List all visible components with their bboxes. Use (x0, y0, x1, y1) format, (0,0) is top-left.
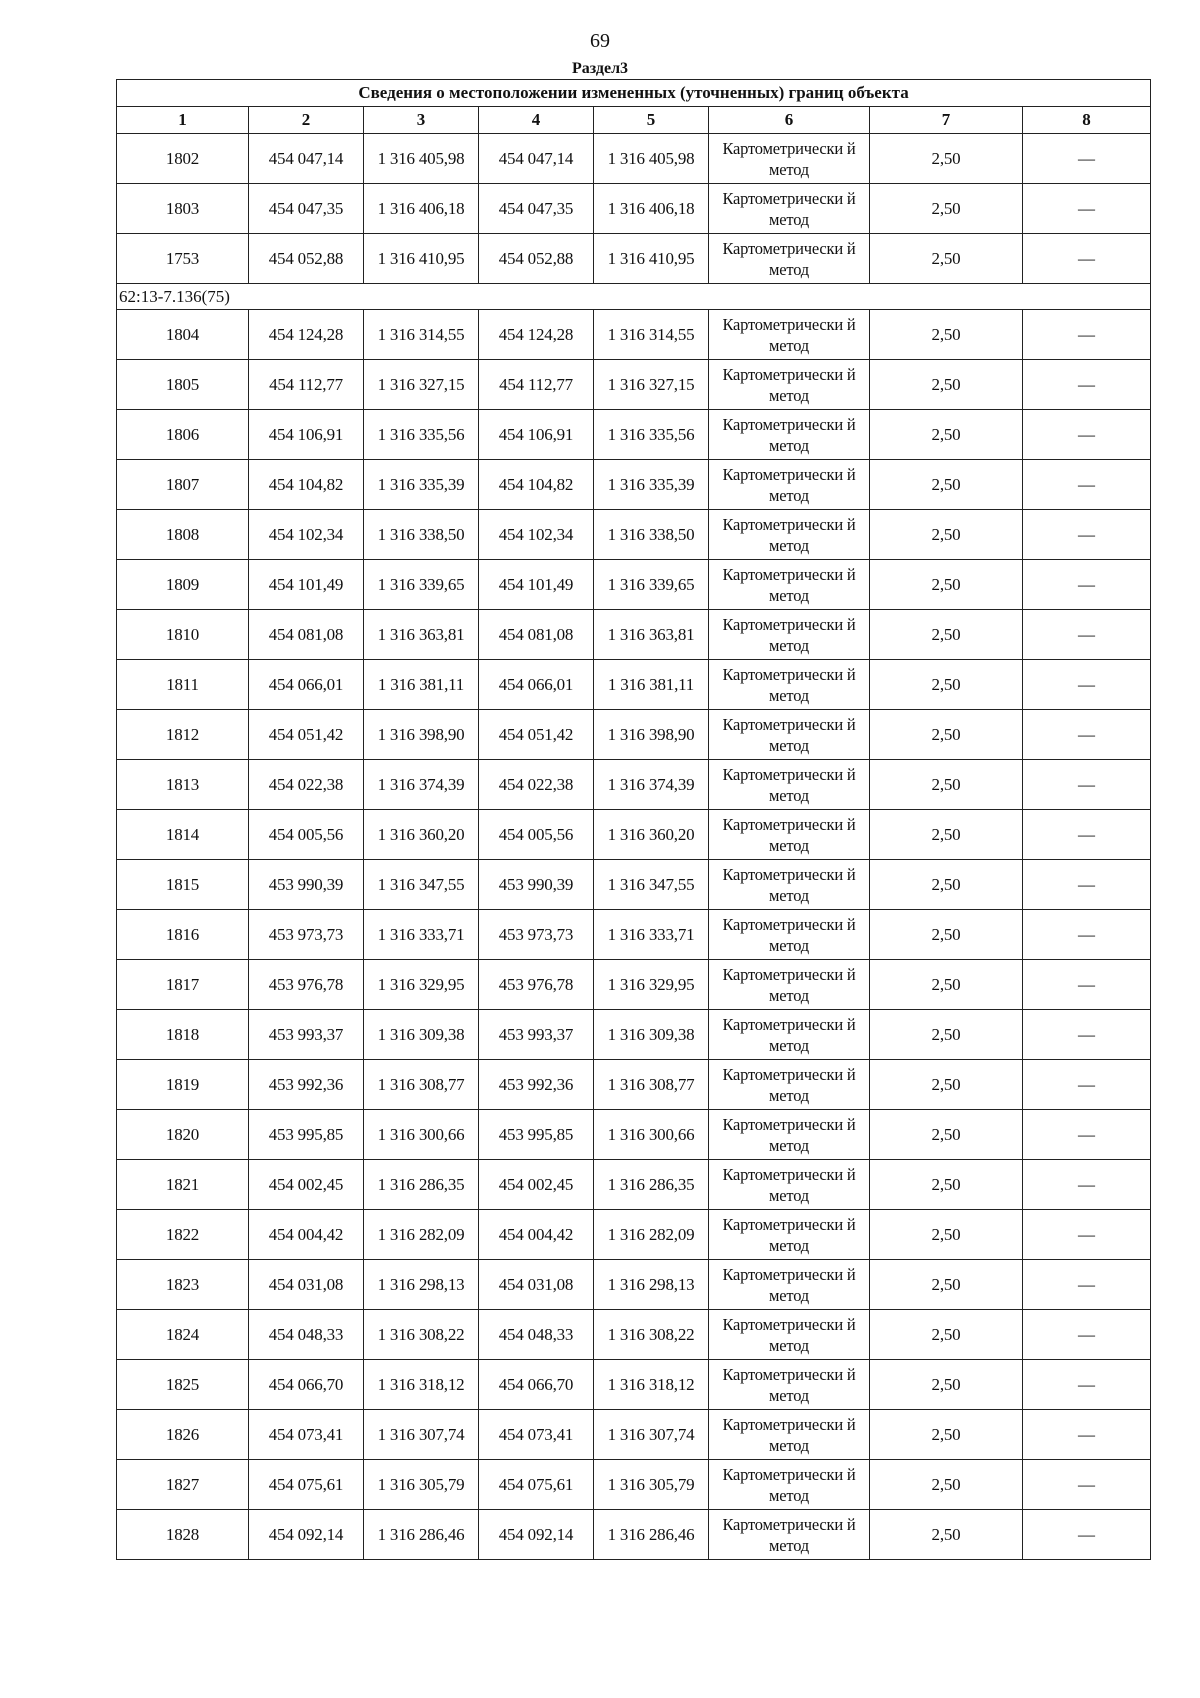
column-number: 7 (870, 107, 1023, 134)
point-number-cell: 1819 (117, 1060, 249, 1110)
table-row (117, 1310, 1151, 1360)
y-existing-cell: 1 316 363,81 (364, 610, 479, 660)
x-existing-cell: 453 995,85 (249, 1110, 364, 1160)
x-new-cell: 454 022,38 (479, 760, 594, 810)
accuracy-cell: 2,50 (870, 1310, 1023, 1360)
accuracy-cell: 2,50 (870, 1210, 1023, 1260)
method-cell: Картометрически й метод (709, 184, 870, 234)
y-existing-cell: 1 316 300,66 (364, 1110, 479, 1160)
accuracy-cell: 2,50 (870, 460, 1023, 510)
table-row (117, 510, 1151, 560)
y-existing-cell: 1 316 347,55 (364, 860, 479, 910)
x-existing-cell: 454 048,33 (249, 1310, 364, 1360)
point-number-cell: 1815 (117, 860, 249, 910)
accuracy-cell: 2,50 (870, 560, 1023, 610)
description-cell: — (1023, 134, 1151, 184)
point-number-cell: 1823 (117, 1260, 249, 1310)
x-new-cell: 454 073,41 (479, 1410, 594, 1460)
x-existing-cell: 454 112,77 (249, 360, 364, 410)
y-new-cell: 1 316 363,81 (594, 610, 709, 660)
description-cell: — (1023, 710, 1151, 760)
x-existing-cell: 454 047,35 (249, 184, 364, 234)
y-new-cell: 1 316 360,20 (594, 810, 709, 860)
method-cell: Картометрически й метод (709, 1260, 870, 1310)
y-new-cell: 1 316 282,09 (594, 1210, 709, 1260)
description-cell: — (1023, 1360, 1151, 1410)
method-cell: Картометрически й метод (709, 310, 870, 360)
table-row (117, 760, 1151, 810)
y-new-cell: 1 316 405,98 (594, 134, 709, 184)
y-existing-cell: 1 316 381,11 (364, 660, 479, 710)
y-new-cell: 1 316 286,46 (594, 1510, 709, 1560)
method-cell: Картометрически й метод (709, 810, 870, 860)
x-existing-cell: 454 081,08 (249, 610, 364, 660)
method-cell: Картометрически й метод (709, 1210, 870, 1260)
x-new-cell: 453 976,78 (479, 960, 594, 1010)
x-new-cell: 454 005,56 (479, 810, 594, 860)
y-new-cell: 1 316 318,12 (594, 1360, 709, 1410)
accuracy-cell: 2,50 (870, 410, 1023, 460)
description-cell: — (1023, 360, 1151, 410)
y-new-cell: 1 316 327,15 (594, 360, 709, 410)
x-existing-cell: 454 124,28 (249, 310, 364, 360)
table-row (117, 1410, 1151, 1460)
description-cell: — (1023, 510, 1151, 560)
x-existing-cell: 454 004,42 (249, 1210, 364, 1260)
accuracy-cell: 2,50 (870, 1410, 1023, 1460)
point-number-cell: 1802 (117, 134, 249, 184)
y-new-cell: 1 316 308,77 (594, 1060, 709, 1110)
y-existing-cell: 1 316 333,71 (364, 910, 479, 960)
y-existing-cell: 1 316 307,74 (364, 1410, 479, 1460)
x-new-cell: 454 106,91 (479, 410, 594, 460)
description-cell: — (1023, 860, 1151, 910)
point-number-cell: 1821 (117, 1160, 249, 1210)
method-cell: Картометрически й метод (709, 760, 870, 810)
description-cell: — (1023, 184, 1151, 234)
table-row (117, 310, 1151, 360)
y-existing-cell: 1 316 335,56 (364, 410, 479, 460)
accuracy-cell: 2,50 (870, 310, 1023, 360)
column-number: 5 (594, 107, 709, 134)
method-cell: Картометрически й метод (709, 134, 870, 184)
x-existing-cell: 454 047,14 (249, 134, 364, 184)
x-existing-cell: 454 002,45 (249, 1160, 364, 1210)
x-existing-cell: 454 104,82 (249, 460, 364, 510)
accuracy-cell: 2,50 (870, 1060, 1023, 1110)
accuracy-cell: 2,50 (870, 610, 1023, 660)
method-cell: Картометрически й метод (709, 234, 870, 284)
method-cell: Картометрически й метод (709, 610, 870, 660)
accuracy-cell: 2,50 (870, 1460, 1023, 1510)
point-number-cell: 1816 (117, 910, 249, 960)
x-new-cell: 454 075,61 (479, 1460, 594, 1510)
description-cell: — (1023, 234, 1151, 284)
y-existing-cell: 1 316 318,12 (364, 1360, 479, 1410)
y-existing-cell: 1 316 335,39 (364, 460, 479, 510)
y-existing-cell: 1 316 329,95 (364, 960, 479, 1010)
x-existing-cell: 454 031,08 (249, 1260, 364, 1310)
table-row (117, 710, 1151, 760)
point-number-cell: 1824 (117, 1310, 249, 1360)
y-new-cell: 1 316 333,71 (594, 910, 709, 960)
x-new-cell: 454 048,33 (479, 1310, 594, 1360)
point-number-cell: 1812 (117, 710, 249, 760)
table-caption-row (117, 80, 1151, 107)
accuracy-cell: 2,50 (870, 360, 1023, 410)
method-cell: Картометрически й метод (709, 1510, 870, 1560)
y-existing-cell: 1 316 406,18 (364, 184, 479, 234)
point-number-cell: 1814 (117, 810, 249, 860)
accuracy-cell: 2,50 (870, 860, 1023, 910)
method-cell: Картометрически й метод (709, 710, 870, 760)
method-cell: Картометрически й метод (709, 1010, 870, 1060)
y-new-cell: 1 316 335,56 (594, 410, 709, 460)
x-new-cell: 453 995,85 (479, 1110, 594, 1160)
group-row (117, 284, 1151, 310)
table-row (117, 360, 1151, 410)
method-cell: Картометрически й метод (709, 1360, 870, 1410)
table-caption: Сведения о местоположении измененных (уточненных) границ объекта (117, 80, 1151, 107)
y-new-cell: 1 316 374,39 (594, 760, 709, 810)
page-number: 69 (590, 30, 610, 52)
method-cell: Картометрически й метод (709, 410, 870, 460)
point-number-cell: 1753 (117, 234, 249, 284)
method-cell: Картометрически й метод (709, 910, 870, 960)
y-new-cell: 1 316 308,22 (594, 1310, 709, 1360)
method-cell: Картометрически й метод (709, 860, 870, 910)
description-cell: — (1023, 910, 1151, 960)
x-existing-cell: 454 106,91 (249, 410, 364, 460)
section-title: Раздел3 (571, 60, 629, 77)
description-cell: — (1023, 1410, 1151, 1460)
table-row (117, 1010, 1151, 1060)
column-number: 3 (364, 107, 479, 134)
x-new-cell: 454 047,35 (479, 184, 594, 234)
y-new-cell: 1 316 329,95 (594, 960, 709, 1010)
table-row (117, 1260, 1151, 1310)
x-existing-cell: 454 102,34 (249, 510, 364, 560)
accuracy-cell: 2,50 (870, 910, 1023, 960)
column-number: 6 (709, 107, 870, 134)
table-row (117, 660, 1151, 710)
x-existing-cell: 454 052,88 (249, 234, 364, 284)
x-new-cell: 454 092,14 (479, 1510, 594, 1560)
point-number-cell: 1810 (117, 610, 249, 660)
point-number-cell: 1807 (117, 460, 249, 510)
column-number: 8 (1023, 107, 1151, 134)
accuracy-cell: 2,50 (870, 1010, 1023, 1060)
point-number-cell: 1828 (117, 1510, 249, 1560)
description-cell: — (1023, 610, 1151, 660)
method-cell: Картометрически й метод (709, 1410, 870, 1460)
x-existing-cell: 454 073,41 (249, 1410, 364, 1460)
y-new-cell: 1 316 307,74 (594, 1410, 709, 1460)
table-row (117, 1110, 1151, 1160)
point-number-cell: 1809 (117, 560, 249, 610)
description-cell: — (1023, 1060, 1151, 1110)
table-row (117, 610, 1151, 660)
x-new-cell: 454 031,08 (479, 1260, 594, 1310)
x-new-cell: 454 081,08 (479, 610, 594, 660)
description-cell: — (1023, 310, 1151, 360)
table-row (117, 1160, 1151, 1210)
point-number-cell: 1811 (117, 660, 249, 710)
point-number-cell: 1804 (117, 310, 249, 360)
method-cell: Картометрически й метод (709, 1110, 870, 1160)
description-cell: — (1023, 1510, 1151, 1560)
y-new-cell: 1 316 309,38 (594, 1010, 709, 1060)
method-cell: Картометрически й метод (709, 560, 870, 610)
accuracy-cell: 2,50 (870, 1260, 1023, 1310)
y-existing-cell: 1 316 286,46 (364, 1510, 479, 1560)
x-new-cell: 454 047,14 (479, 134, 594, 184)
x-existing-cell: 454 022,38 (249, 760, 364, 810)
x-existing-cell: 453 973,73 (249, 910, 364, 960)
x-existing-cell: 453 990,39 (249, 860, 364, 910)
method-cell: Картометрически й метод (709, 960, 870, 1010)
table-row (117, 134, 1151, 184)
table-row (117, 910, 1151, 960)
accuracy-cell: 2,50 (870, 810, 1023, 860)
y-new-cell: 1 316 335,39 (594, 460, 709, 510)
description-cell: — (1023, 760, 1151, 810)
point-number-cell: 1820 (117, 1110, 249, 1160)
x-existing-cell: 454 066,01 (249, 660, 364, 710)
y-new-cell: 1 316 300,66 (594, 1110, 709, 1160)
x-existing-cell: 454 101,49 (249, 560, 364, 610)
y-new-cell: 1 316 298,13 (594, 1260, 709, 1310)
y-existing-cell: 1 316 327,15 (364, 360, 479, 410)
accuracy-cell: 2,50 (870, 1160, 1023, 1210)
accuracy-cell: 2,50 (870, 1360, 1023, 1410)
point-number-cell: 1806 (117, 410, 249, 460)
description-cell: — (1023, 1110, 1151, 1160)
x-new-cell: 453 992,36 (479, 1060, 594, 1110)
accuracy-cell: 2,50 (870, 710, 1023, 760)
description-cell: — (1023, 660, 1151, 710)
table-row (117, 1360, 1151, 1410)
x-new-cell: 454 051,42 (479, 710, 594, 760)
x-new-cell: 453 973,73 (479, 910, 594, 960)
method-cell: Картометрически й метод (709, 1060, 870, 1110)
table-row (117, 1460, 1151, 1510)
y-existing-cell: 1 316 405,98 (364, 134, 479, 184)
method-cell: Картометрически й метод (709, 510, 870, 560)
point-number-cell: 1822 (117, 1210, 249, 1260)
method-cell: Картометрически й метод (709, 660, 870, 710)
description-cell: — (1023, 1260, 1151, 1310)
method-cell: Картометрически й метод (709, 460, 870, 510)
accuracy-cell: 2,50 (870, 660, 1023, 710)
x-existing-cell: 453 993,37 (249, 1010, 364, 1060)
table-row (117, 1510, 1151, 1560)
description-cell: — (1023, 410, 1151, 460)
point-number-cell: 1818 (117, 1010, 249, 1060)
table-row (117, 1060, 1151, 1110)
method-cell: Картометрически й метод (709, 1460, 870, 1510)
y-new-cell: 1 316 339,65 (594, 560, 709, 610)
method-cell: Картометрически й метод (709, 1160, 870, 1210)
table-row (117, 410, 1151, 460)
x-new-cell: 454 101,49 (479, 560, 594, 610)
description-cell: — (1023, 1460, 1151, 1510)
y-existing-cell: 1 316 286,35 (364, 1160, 479, 1210)
y-existing-cell: 1 316 338,50 (364, 510, 479, 560)
table-row (117, 560, 1151, 610)
table-row (117, 810, 1151, 860)
table-row (117, 1210, 1151, 1260)
x-existing-cell: 454 051,42 (249, 710, 364, 760)
y-new-cell: 1 316 381,11 (594, 660, 709, 710)
accuracy-cell: 2,50 (870, 960, 1023, 1010)
accuracy-cell: 2,50 (870, 134, 1023, 184)
x-new-cell: 454 066,70 (479, 1360, 594, 1410)
x-new-cell: 454 112,77 (479, 360, 594, 410)
description-cell: — (1023, 810, 1151, 860)
point-number-cell: 1808 (117, 510, 249, 560)
accuracy-cell: 2,50 (870, 234, 1023, 284)
point-number-cell: 1817 (117, 960, 249, 1010)
table-row (117, 460, 1151, 510)
table-row (117, 184, 1151, 234)
y-existing-cell: 1 316 308,22 (364, 1310, 479, 1360)
description-cell: — (1023, 960, 1151, 1010)
description-cell: — (1023, 1310, 1151, 1360)
parcel-group-label: 62:13-7.136(75) (117, 284, 1151, 310)
x-existing-cell: 453 976,78 (249, 960, 364, 1010)
y-new-cell: 1 316 347,55 (594, 860, 709, 910)
description-cell: — (1023, 560, 1151, 610)
x-new-cell: 454 066,01 (479, 660, 594, 710)
y-existing-cell: 1 316 339,65 (364, 560, 479, 610)
x-existing-cell: 454 005,56 (249, 810, 364, 860)
y-new-cell: 1 316 305,79 (594, 1460, 709, 1510)
method-cell: Картометрически й метод (709, 1310, 870, 1360)
x-new-cell: 454 052,88 (479, 234, 594, 284)
y-existing-cell: 1 316 282,09 (364, 1210, 479, 1260)
y-existing-cell: 1 316 374,39 (364, 760, 479, 810)
column-number: 4 (479, 107, 594, 134)
x-existing-cell: 454 092,14 (249, 1510, 364, 1560)
column-number-row (117, 107, 1151, 134)
point-number-cell: 1813 (117, 760, 249, 810)
y-new-cell: 1 316 314,55 (594, 310, 709, 360)
x-new-cell: 453 993,37 (479, 1010, 594, 1060)
point-number-cell: 1826 (117, 1410, 249, 1460)
column-number: 1 (117, 107, 249, 134)
accuracy-cell: 2,50 (870, 760, 1023, 810)
x-existing-cell: 454 066,70 (249, 1360, 364, 1410)
y-existing-cell: 1 316 305,79 (364, 1460, 479, 1510)
table-row (117, 234, 1151, 284)
y-new-cell: 1 316 338,50 (594, 510, 709, 560)
y-existing-cell: 1 316 360,20 (364, 810, 479, 860)
point-number-cell: 1825 (117, 1360, 249, 1410)
accuracy-cell: 2,50 (870, 1110, 1023, 1160)
x-new-cell: 454 002,45 (479, 1160, 594, 1210)
accuracy-cell: 2,50 (870, 184, 1023, 234)
table-row (117, 860, 1151, 910)
y-existing-cell: 1 316 308,77 (364, 1060, 479, 1110)
y-existing-cell: 1 316 410,95 (364, 234, 479, 284)
table-row (117, 960, 1151, 1010)
method-cell: Картометрически й метод (709, 360, 870, 410)
accuracy-cell: 2,50 (870, 510, 1023, 560)
y-existing-cell: 1 316 309,38 (364, 1010, 479, 1060)
description-cell: — (1023, 1210, 1151, 1260)
point-number-cell: 1805 (117, 360, 249, 410)
column-number: 2 (249, 107, 364, 134)
x-new-cell: 454 102,34 (479, 510, 594, 560)
x-existing-cell: 454 075,61 (249, 1460, 364, 1510)
y-new-cell: 1 316 286,35 (594, 1160, 709, 1210)
point-number-cell: 1803 (117, 184, 249, 234)
description-cell: — (1023, 1160, 1151, 1210)
y-new-cell: 1 316 398,90 (594, 710, 709, 760)
y-existing-cell: 1 316 298,13 (364, 1260, 479, 1310)
table-body (117, 134, 1151, 1560)
x-new-cell: 454 104,82 (479, 460, 594, 510)
coordinates-table (116, 79, 1151, 1560)
description-cell: — (1023, 460, 1151, 510)
description-cell: — (1023, 1010, 1151, 1060)
y-new-cell: 1 316 410,95 (594, 234, 709, 284)
x-existing-cell: 453 992,36 (249, 1060, 364, 1110)
accuracy-cell: 2,50 (870, 1510, 1023, 1560)
x-new-cell: 454 124,28 (479, 310, 594, 360)
x-new-cell: 453 990,39 (479, 860, 594, 910)
x-new-cell: 454 004,42 (479, 1210, 594, 1260)
y-existing-cell: 1 316 314,55 (364, 310, 479, 360)
y-existing-cell: 1 316 398,90 (364, 710, 479, 760)
point-number-cell: 1827 (117, 1460, 249, 1510)
y-new-cell: 1 316 406,18 (594, 184, 709, 234)
